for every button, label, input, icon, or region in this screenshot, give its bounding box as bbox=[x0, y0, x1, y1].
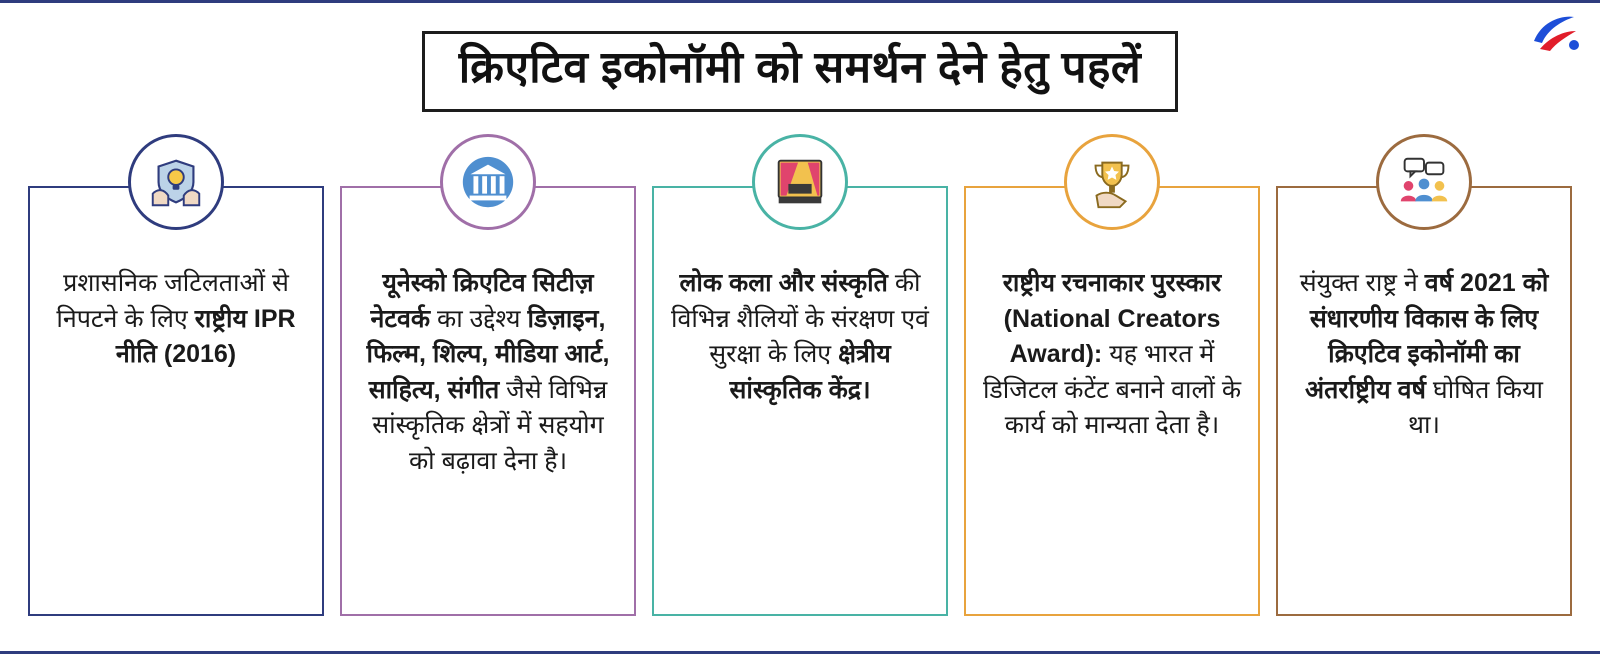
museum-building-icon bbox=[440, 134, 536, 230]
title-box bbox=[422, 31, 1178, 112]
card-national-ipr-policy bbox=[28, 186, 324, 616]
card-national-creators-award bbox=[964, 186, 1260, 616]
people-discussion-icon bbox=[1376, 134, 1472, 230]
trophy-hand-icon bbox=[1064, 134, 1160, 230]
title-container bbox=[0, 31, 1600, 112]
card-text: यूनेस्को क्रिएटिव सिटीज़ नेटवर्क का उद्देश्य डिज़ाइन, फिल्म, शिल्प, मीडिया आर्ट, साहित्य, संगीत जैसे विभिन्न सांस्कृतिक क्षेत्रों में सहयोग को बढ़ावा देना है। bbox=[366, 269, 610, 475]
card-text: लोक कला और संस्कृति की विभिन्न शैलियों के संरक्षण एवं सुरक्षा के लिए क्षेत्रीय सांस्कृतिक केंद्र। bbox=[671, 269, 929, 404]
card-un-international-year-2021 bbox=[1276, 186, 1572, 616]
card-list bbox=[28, 186, 1572, 616]
page-title: क्रिएटिव इकोनॉमी को समर्थन देने हेतु पहलें bbox=[458, 43, 1142, 92]
card-text: राष्ट्रीय रचनाकार पुरस्कार (National Creators Award): यह भारत में डिजिटल कंटेंट बनाने वालों के कार्य को मान्यता देता है। bbox=[982, 269, 1242, 439]
shield-bulb-hands-icon bbox=[128, 134, 224, 230]
card-text: संयुक्त राष्ट्र ने वर्ष 2021 को संधारणीय विकास के लिए क्रिएटिव इकोनॉमी का अंतर्राष्ट्रीय वर्ष घोषित किया था। bbox=[1299, 269, 1549, 439]
card-regional-cultural-centres bbox=[652, 186, 948, 616]
card-text: प्रशासनिक जटिलताओं से निपटने के लिए राष्ट्रीय IPR नीति (2016) bbox=[56, 269, 296, 368]
card-unesco-creative-cities-network bbox=[340, 186, 636, 616]
theatre-stage-icon bbox=[752, 134, 848, 230]
